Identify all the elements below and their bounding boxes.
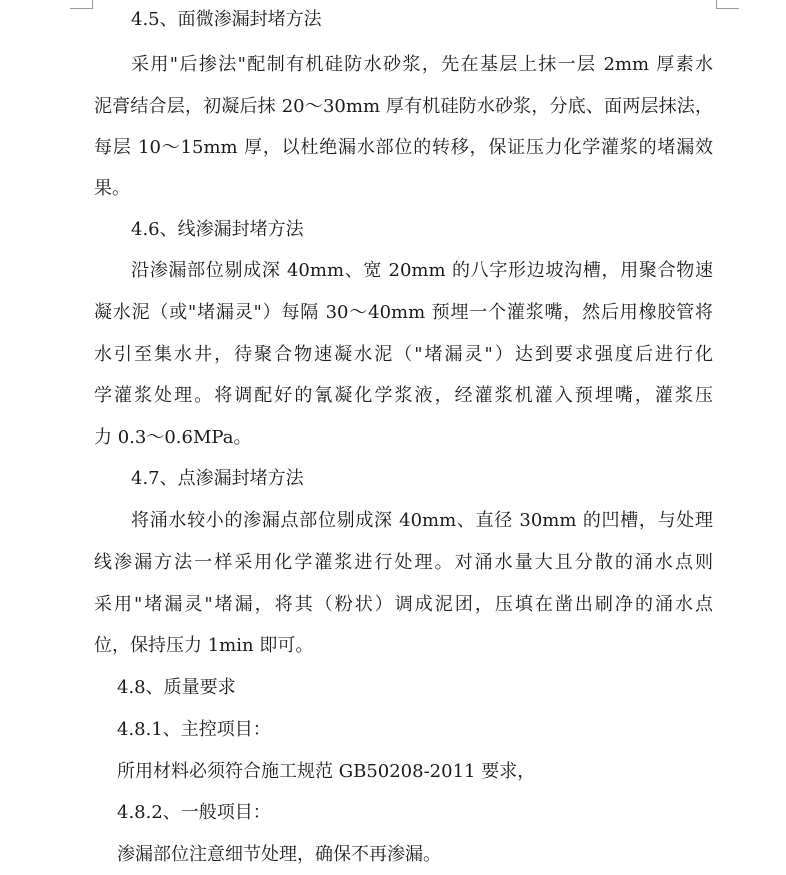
paragraph-line: 沿渗漏部位剔成深 40mm、宽 20mm 的八字形边坡沟槽，用聚合物速 — [131, 260, 713, 281]
page-corner-mark-left — [70, 0, 93, 9]
section-heading-4-8-2: 4.8.2、一般项目： — [117, 802, 271, 823]
paragraph-line: 果。 — [94, 178, 130, 199]
section-heading-4-8: 4.8、质量要求 — [117, 677, 236, 698]
section-heading-4-7: 4.7、点渗漏封堵方法 — [131, 468, 304, 489]
section-heading-4-6: 4.6、线渗漏封堵方法 — [131, 219, 304, 240]
page-corner-mark-right — [716, 0, 739, 9]
paragraph-line: 力 0.3～0.6MPa。 — [94, 427, 252, 448]
paragraph-line: 采用"堵漏灵"堵漏，将其（粉状）调成泥团，压填在凿出刷净的涌水点 — [94, 594, 713, 615]
paragraph-line: 凝水泥（或"堵漏灵"）每隔 30～40mm 预埋一个灌浆嘴，然后用橡胶管将 — [94, 302, 713, 323]
section-heading-4-5: 4.5、面微渗漏封堵方法 — [131, 9, 322, 30]
paragraph-line: 位，保持压力 1min 即可。 — [94, 635, 314, 656]
paragraph-line: 采用"后掺法"配制有机硅防水砂浆，先在基层上抹一层 2mm 厚素水 — [131, 54, 713, 75]
paragraph-line: 线渗漏方法一样采用化学灌浆进行处理。对涌水量大且分散的涌水点则 — [94, 552, 713, 573]
paragraph-line: 所用材料必须符合施工规范 GB50208-2011 要求， — [117, 761, 536, 782]
paragraph-line: 泥膏结合层，初凝后抹 20～30mm 厚有机硅防水砂浆，分底、面两层抹法， — [94, 96, 713, 117]
paragraph-line: 学灌浆处理。将调配好的氰凝化学浆液，经灌浆机灌入预埋嘴，灌浆压 — [94, 385, 713, 406]
paragraph-line: 水引至集水井，待聚合物速凝水泥（"堵漏灵"）达到要求强度后进行化 — [94, 344, 713, 365]
paragraph-line: 每层 10～15mm 厚，以杜绝漏水部位的转移，保证压力化学灌浆的堵漏效 — [94, 137, 713, 158]
section-heading-4-8-1: 4.8.1、主控项目： — [117, 719, 271, 740]
paragraph-line: 渗漏部位注意细节处理，确保不再渗漏。 — [117, 844, 441, 865]
paragraph-line: 将涌水较小的渗漏点部位剔成深 40mm、直径 30mm 的凹槽，与处理 — [131, 510, 713, 531]
